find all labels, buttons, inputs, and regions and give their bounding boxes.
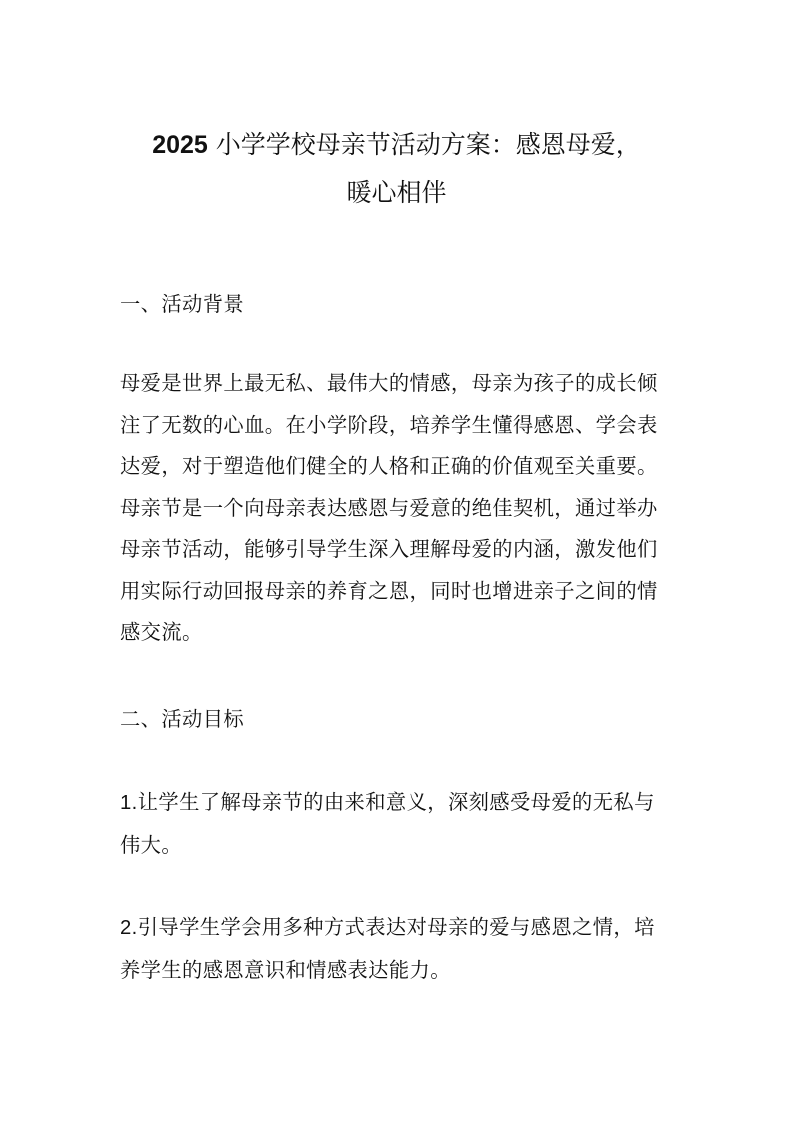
paragraph-line: 达爱，对于塑造他们健全的人格和正确的价值观至关重要。 bbox=[120, 454, 658, 478]
section-heading-goals: 二、活动目标 bbox=[120, 707, 245, 731]
goal-text: 让学生了解母亲节的由来和意义，深刻感受母爱的无私与 bbox=[137, 790, 655, 814]
paragraph-line: 母亲节活动，能够引导学生深入理解母爱的内涵，激发他们 bbox=[120, 537, 658, 561]
goal-text: 引导学生学会用多种方式表达对母亲的爱与感恩之情，培 bbox=[137, 915, 655, 939]
goal-item-2 bbox=[120, 907, 680, 991]
paragraph-line: 母爱是世界上最无私、最伟大的情感，母亲为孩子的成长倾 bbox=[120, 371, 658, 395]
paragraph-line: 注了无数的心血。在小学阶段，培养学生懂得感恩、学会表 bbox=[120, 412, 658, 437]
document-title bbox=[0, 121, 793, 169]
title-line-2: 暖心相伴 bbox=[346, 178, 447, 207]
background-paragraph bbox=[120, 363, 680, 654]
goal-item-1 bbox=[120, 782, 680, 866]
paragraph-line: 感交流。 bbox=[120, 620, 203, 644]
section-heading-background: 一、活动背景 bbox=[120, 292, 245, 316]
title-year: 2025 bbox=[152, 131, 208, 159]
title-line-1: 小学学校母亲节活动方案：感恩母爱， bbox=[215, 130, 641, 159]
goal-number: 1. bbox=[120, 792, 138, 814]
paragraph-line: 母亲节是一个向母亲表达感恩与爱意的绝佳契机，通过举办 bbox=[120, 495, 658, 520]
paragraph-line: 用实际行动回报母亲的养育之恩，同时也增进亲子之间的情 bbox=[120, 578, 658, 603]
goal-text: 养学生的感恩意识和情感表达能力。 bbox=[120, 957, 451, 982]
goal-text: 伟大。 bbox=[120, 832, 183, 857]
goal-number: 2. bbox=[120, 917, 138, 939]
